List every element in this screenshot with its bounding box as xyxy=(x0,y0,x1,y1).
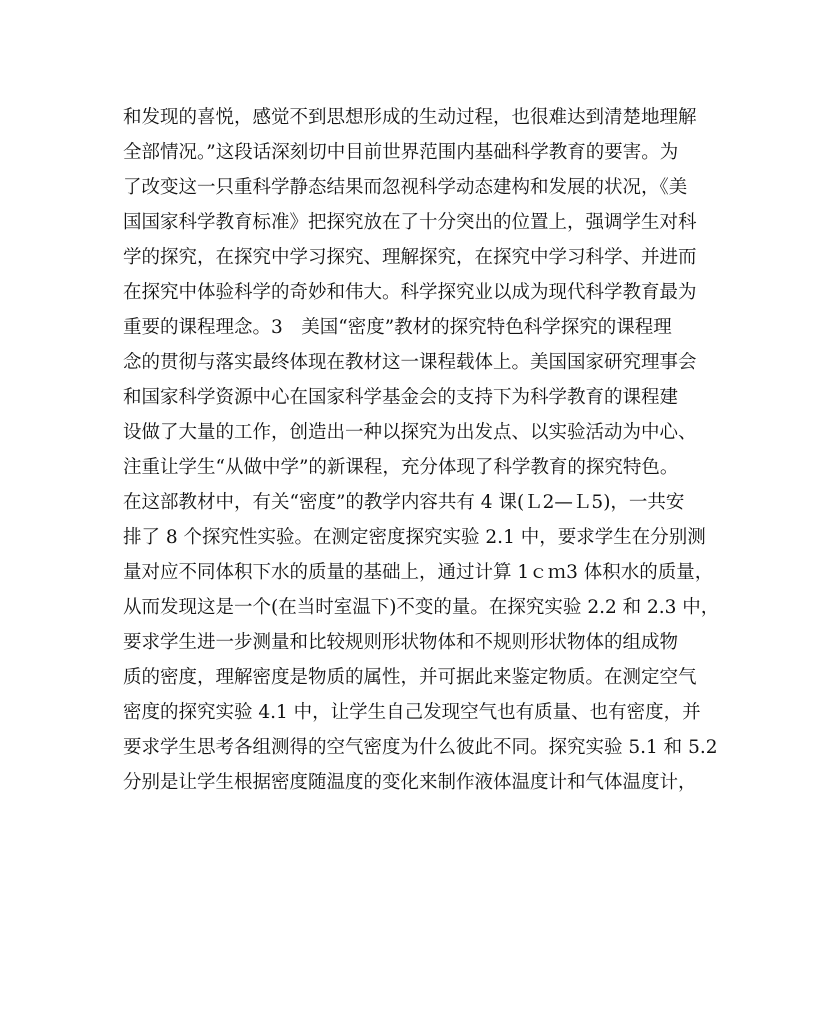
body-text xyxy=(123,100,723,800)
text-line-15: 从而发现这是一个(在当时室温下)不变的量。在探究实验 2.2 和 2.3 中， xyxy=(123,597,720,618)
text-line-8: 念的贯彻与落实最终体现在教材这一课程载体上。美国国家研究理事会 xyxy=(123,352,697,373)
text-line-9: 和国家科学资源中心在国家科学基金会的支持下为科学教育的课程建 xyxy=(123,387,679,408)
text-line-17: 质的密度，理解密度是物质的属性，并可据此来鉴定物质。在测定空气 xyxy=(123,667,697,688)
text-line-14: 量对应不同体积下水的质量的基础上，通过计算 1ｃｍ3 体积水的质量， xyxy=(123,562,714,583)
text-line-18: 密度的探究实验 4.1 中，让学生自己发现空气也有质量、也有密度，并 xyxy=(123,702,701,723)
text-line-5: 学的探究，在探究中学习探究、理解探究，在探究中学习科学、并进而 xyxy=(123,247,697,268)
text-line-16: 要求学生进一步测量和比较规则形状物体和不规则形状物体的组成物 xyxy=(123,632,679,653)
text-line-4: 国国家科学教育标准》把探究放在了十分突出的位置上，强调学生对科 xyxy=(123,212,697,233)
text-line-2: 全部情况。”这段话深刻切中目前世界范围内基础科学教育的要害。为 xyxy=(123,142,679,163)
text-line-20: 分别是让学生根据密度随温度的变化来制作液体温度计和气体温度计， xyxy=(123,772,697,793)
text-line-3: 了改变这一只重科学静态结果而忽视科学动态建构和发展的状况，《美 xyxy=(123,177,688,198)
text-line-19: 要求学生思考各组测得的空气密度为什么彼此不同。探究实验 5.1 和 5.2 xyxy=(123,737,718,758)
text-line-7: 重要的课程理念。3 美国“密度”教材的探究特色科学探究的课程理 xyxy=(123,317,672,338)
text-line-10: 设做了大量的工作，创造出一种以探究为出发点、以实验活动为中心、 xyxy=(123,422,697,443)
text-line-1: 和发现的喜悦，感觉不到思想形成的生动过程，也很难达到清楚地理解 xyxy=(123,107,697,128)
text-line-11: 注重让学生“从做中学”的新课程，充分体现了科学教育的探究特色。 xyxy=(123,457,679,478)
text-line-6: 在探究中体验科学的奇妙和伟大。科学探究业以成为现代科学教育最为 xyxy=(123,282,697,303)
text-line-13: 排了 8 个探究性实验。在测定密度探究实验 2.1 中，要求学生在分别测 xyxy=(123,527,706,548)
text-line-12: 在这部教材中，有关“密度”的教学内容共有 4 课(Ｌ2—Ｌ5)，一共安 xyxy=(123,492,685,513)
